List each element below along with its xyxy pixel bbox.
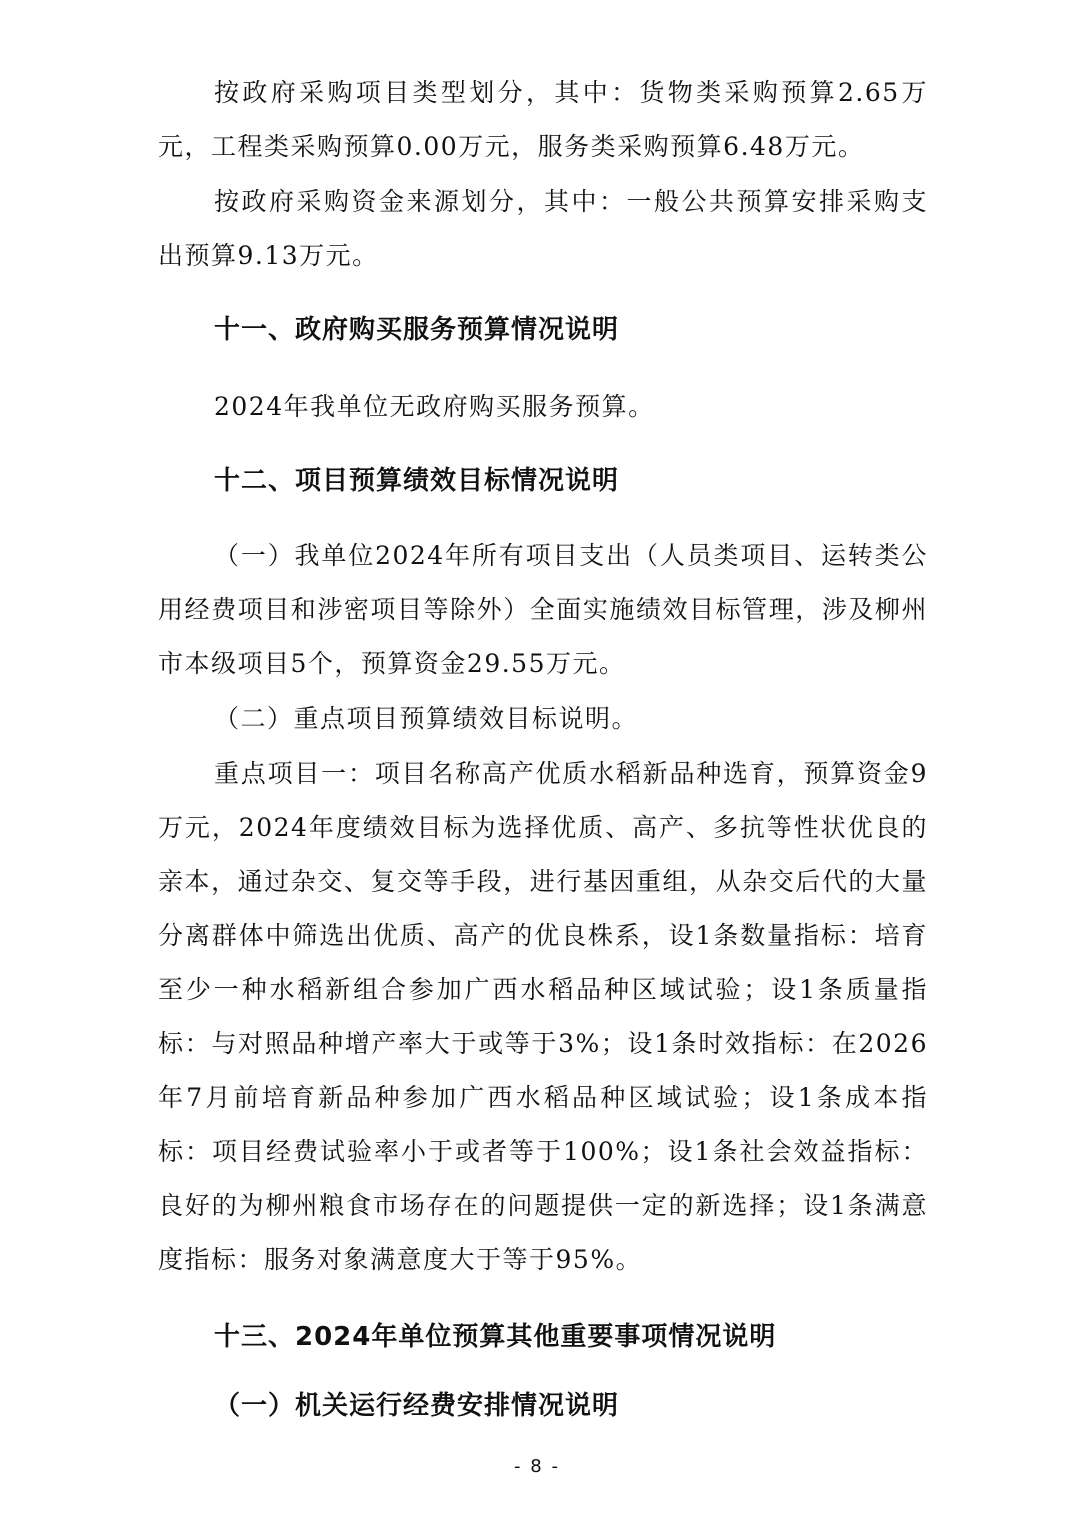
paragraph-procurement-source: 按政府采购资金来源划分，其中：一般公共预算安排采购支出预算9.13万元。 xyxy=(158,187,928,270)
paragraph-procurement-type: 按政府采购项目类型划分，其中：货物类采购预算2.65万元，工程类采购预算0.00万元，服务类采购预算6.48万元。 xyxy=(158,78,928,161)
section-heading-13: 十三、2024年单位预算其他重要事项情况说明 xyxy=(214,1322,777,1352)
paragraph-section-11: 2024年我单位无政府购买服务预算。 xyxy=(214,392,655,421)
paragraph-key-project-one: 重点项目一：项目名称高产优质水稻新品种选育，预算资金9万元，2024年度绩效目标为选择优质、高产、多抗等性状优良的亲本，通过杂交、复交等手段，进行基因重组，从杂交后代的大量分离群体中筛选出优质、高产的优良株系，设1条数量指标：培育至少一种水稻新组合参加广西水稻品种区域试验；设1条质量指标：与对照品种增产率大于或等于3%；设1条时效指标：在2026年7月前培育新品种参加广西水稻品种区域试验；设1条成本指标：项目经费试验率小于或者等于100%；设1条社会效益指标：良好的为柳州粮食市场存在的问题提供一定的新选择；设1条满意度指标：服务对象满意度大于等于95%。 xyxy=(158,759,928,1274)
section-heading-11: 十一、政府购买服务预算情况说明 xyxy=(214,315,620,345)
page-number: - 8 - xyxy=(514,1456,560,1477)
section-heading-12: 十二、项目预算绩效目标情况说明 xyxy=(214,466,620,496)
subsection-heading-13-1: （一）机关运行经费安排情况说明 xyxy=(214,1391,620,1421)
paragraph-section-12-part-2: （二）重点项目预算绩效目标说明。 xyxy=(214,704,639,733)
paragraph-section-12-part-1: （一）我单位2024年所有项目支出（人员类项目、运转类公用经费项目和涉密项目等除外）全面实施绩效目标管理，涉及柳州市本级项目5个，预算资金29.55万元。 xyxy=(158,541,928,678)
